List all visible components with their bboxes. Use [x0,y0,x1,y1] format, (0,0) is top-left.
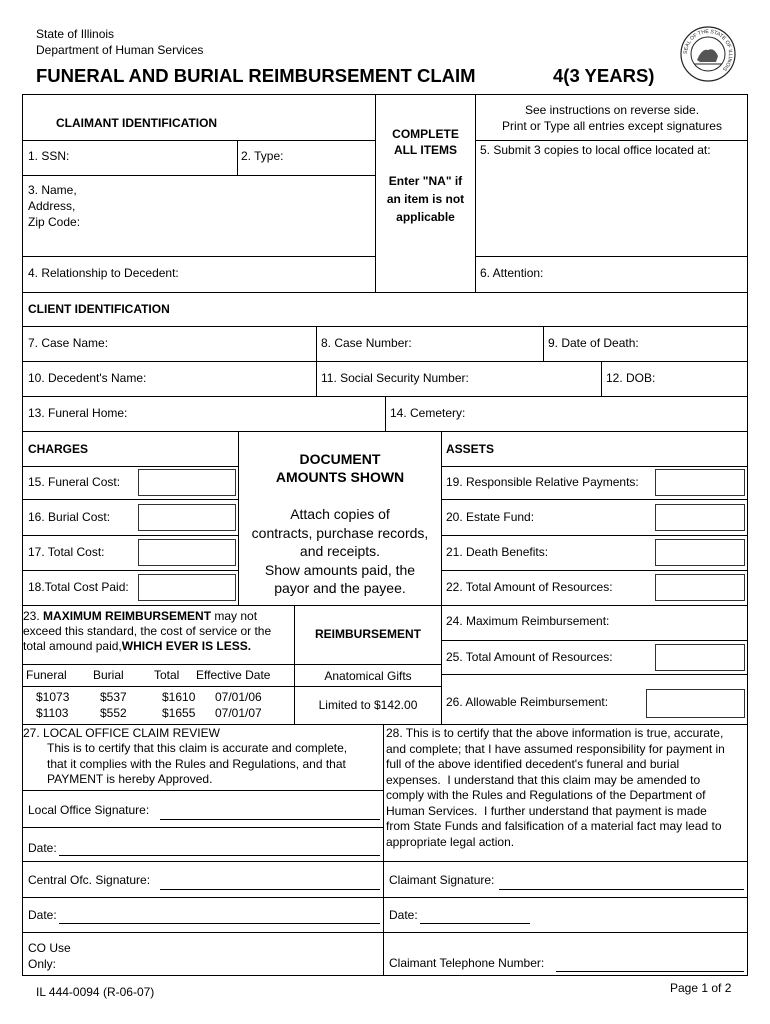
relationship-label: 4. Relationship to Decedent: [28,266,179,280]
ssn-label: 1. SSN: [28,149,70,163]
local-office-signature-line[interactable] [160,819,380,820]
dob-label: 12. DOB: [606,371,656,385]
max-reimbursement-line-3: total amound paid,WHICH EVER IS LESS. [23,639,252,653]
date-of-death-label: 9. Date of Death: [548,336,639,350]
state-name: State of Illinois [36,27,115,41]
form-title: FUNERAL AND BURIAL REIMBURSEMENT CLAIM [36,65,476,86]
certification-text: 28. This is to certify that the above information is true, accurate, and complete; that I have assumed responsibility for payment in full of the above identified decedent's funeral and burial expenses. I understand that this claim may be amended to comply with the Rules and Regulations of the Department of Human Services. I further understand that payment is made from State Funds and falsification of a material fact may lead to appropriate legal action. [386,726,725,849]
total-cost-paid-label: 18.Total Cost Paid: [28,580,129,594]
col-total: Total [154,668,180,682]
central-office-signature-line[interactable] [160,889,380,890]
col-funeral: Funeral [26,668,67,682]
funeral-cost-input[interactable] [138,469,236,496]
central-office-date-line[interactable] [59,923,380,924]
co-use-only-label: CO Use Only: [28,941,71,971]
claimant-signature-label: Claimant Signature: [389,873,495,887]
funeral-cost-label: 15. Funeral Cost: [28,475,121,489]
claimant-date-label: Date: [389,908,418,922]
local-office-signature-label: Local Office Signature: [28,803,150,817]
claimant-telephone-label: Claimant Telephone Number: [389,956,545,970]
anatomical-gifts-label: Anatomical Gifts [324,669,412,683]
responsible-relative-label: 19. Responsible Relative Payments: [446,475,639,489]
responsible-relative-input[interactable] [655,469,745,496]
total-cost-label: 17. Total Cost: [28,545,105,559]
rate-cell: 07/01/06 [215,690,262,704]
name-address-zip-label: 3. Name, Address, Zip Code: [28,183,81,229]
total-resources-2-label: 25. Total Amount of Resources: [446,650,613,664]
enter-na-note: Enter "NA" if an item is not applicable [386,174,465,224]
department-name: Department of Human Services [36,43,204,57]
charges-heading: CHARGES [28,442,89,456]
estate-fund-input[interactable] [655,504,745,531]
social-security-number-label: 11. Social Security Number: [321,371,469,385]
total-resources-2-input[interactable] [655,644,745,671]
death-benefits-input[interactable] [655,539,745,566]
state-seal-icon [680,26,736,82]
maximum-reimbursement-label: 24. Maximum Reimbursement: [446,614,610,628]
assets-heading: ASSETS [446,442,495,456]
rate-cell: $552 [100,706,127,720]
total-resources-label: 22. Total Amount of Resources: [446,580,613,594]
allowable-reimbursement-label: 26. Allowable Reimbursement: [446,695,609,709]
rate-cell: $1103 [36,706,69,720]
form-years: 4(3 YEARS) [553,65,655,86]
claimant-telephone-line[interactable] [556,971,744,972]
local-office-date-line[interactable] [59,855,380,856]
local-office-review-text: This is to certify that this claim is accurate and complete, that it complies with the Rules and Regulations, and that PAYMENT is hereby Approved. [47,741,348,786]
death-benefits-label: 21. Death Benefits: [446,545,549,559]
claimant-identification-heading: CLAIMANT IDENTIFICATION [56,116,218,130]
claimant-date-line[interactable] [420,923,530,924]
central-office-signature-label: Central Ofc. Signature: [28,873,151,887]
local-office-date-label: Date: [28,841,57,855]
complete-all-items-note: COMPLETE ALL ITEMS [392,127,459,157]
funeral-home-label: 13. Funeral Home: [28,406,128,420]
col-effective-date: Effective Date [196,668,271,682]
total-resources-input[interactable] [655,574,745,601]
central-office-date-label: Date: [28,908,57,922]
submit-copies-label: 5. Submit 3 copies to local office located at: [480,143,711,157]
reimbursement-heading: REIMBURSEMENT [314,627,421,641]
col-burial: Burial [93,668,124,682]
case-name-label: 7. Case Name: [28,336,109,350]
max-reimbursement-line-2: exceed this standard, the cost of service or the [23,624,272,638]
attention-label: 6. Attention: [480,266,544,280]
page-number: Page 1 of 2 [670,981,732,995]
local-office-review-heading: 27. LOCAL OFFICE CLAIM REVIEW [23,726,220,740]
decedent-name-label: 10. Decedent's Name: [28,371,147,385]
total-cost-paid-input[interactable] [138,574,236,601]
total-cost-input[interactable] [138,539,236,566]
rate-cell: 07/01/07 [215,706,262,720]
anatomical-limit: Limited to $142.00 [318,698,418,712]
rate-cell: $1610 [162,690,196,704]
instructions-note: See instructions on reverse side. Print or Type all entries except signatures [502,103,722,133]
type-label: 2. Type: [241,149,284,163]
form-id: IL 444-0094 (R-06-07) [36,985,155,999]
burial-cost-label: 16. Burial Cost: [28,510,111,524]
svg-text:SEAL OF THE STATE OF ILLINOIS: SEAL OF THE STATE OF ILLINOIS [682,28,734,72]
estate-fund-label: 20. Estate Fund: [446,510,535,524]
rate-cell: $1655 [162,706,196,720]
case-number-label: 8. Case Number: [321,336,412,350]
max-reimbursement-line-1: 23. MAXIMUM REIMBURSEMENT may not [23,609,258,623]
document-instructions: Attach copies of contracts, purchase records, and receipts. Show amounts paid, the payor and the payee. [251,506,429,596]
allowable-reimbursement-input[interactable] [646,689,745,718]
rate-cell: $1073 [36,690,70,704]
rate-cell: $537 [100,690,127,704]
document-amounts-heading: DOCUMENT AMOUNTS SHOWN [275,451,405,485]
claimant-signature-line[interactable] [499,889,744,890]
cemetery-label: 14. Cemetery: [390,406,466,420]
burial-cost-input[interactable] [138,504,236,531]
client-identification-heading: CLIENT IDENTIFICATION [28,302,170,316]
